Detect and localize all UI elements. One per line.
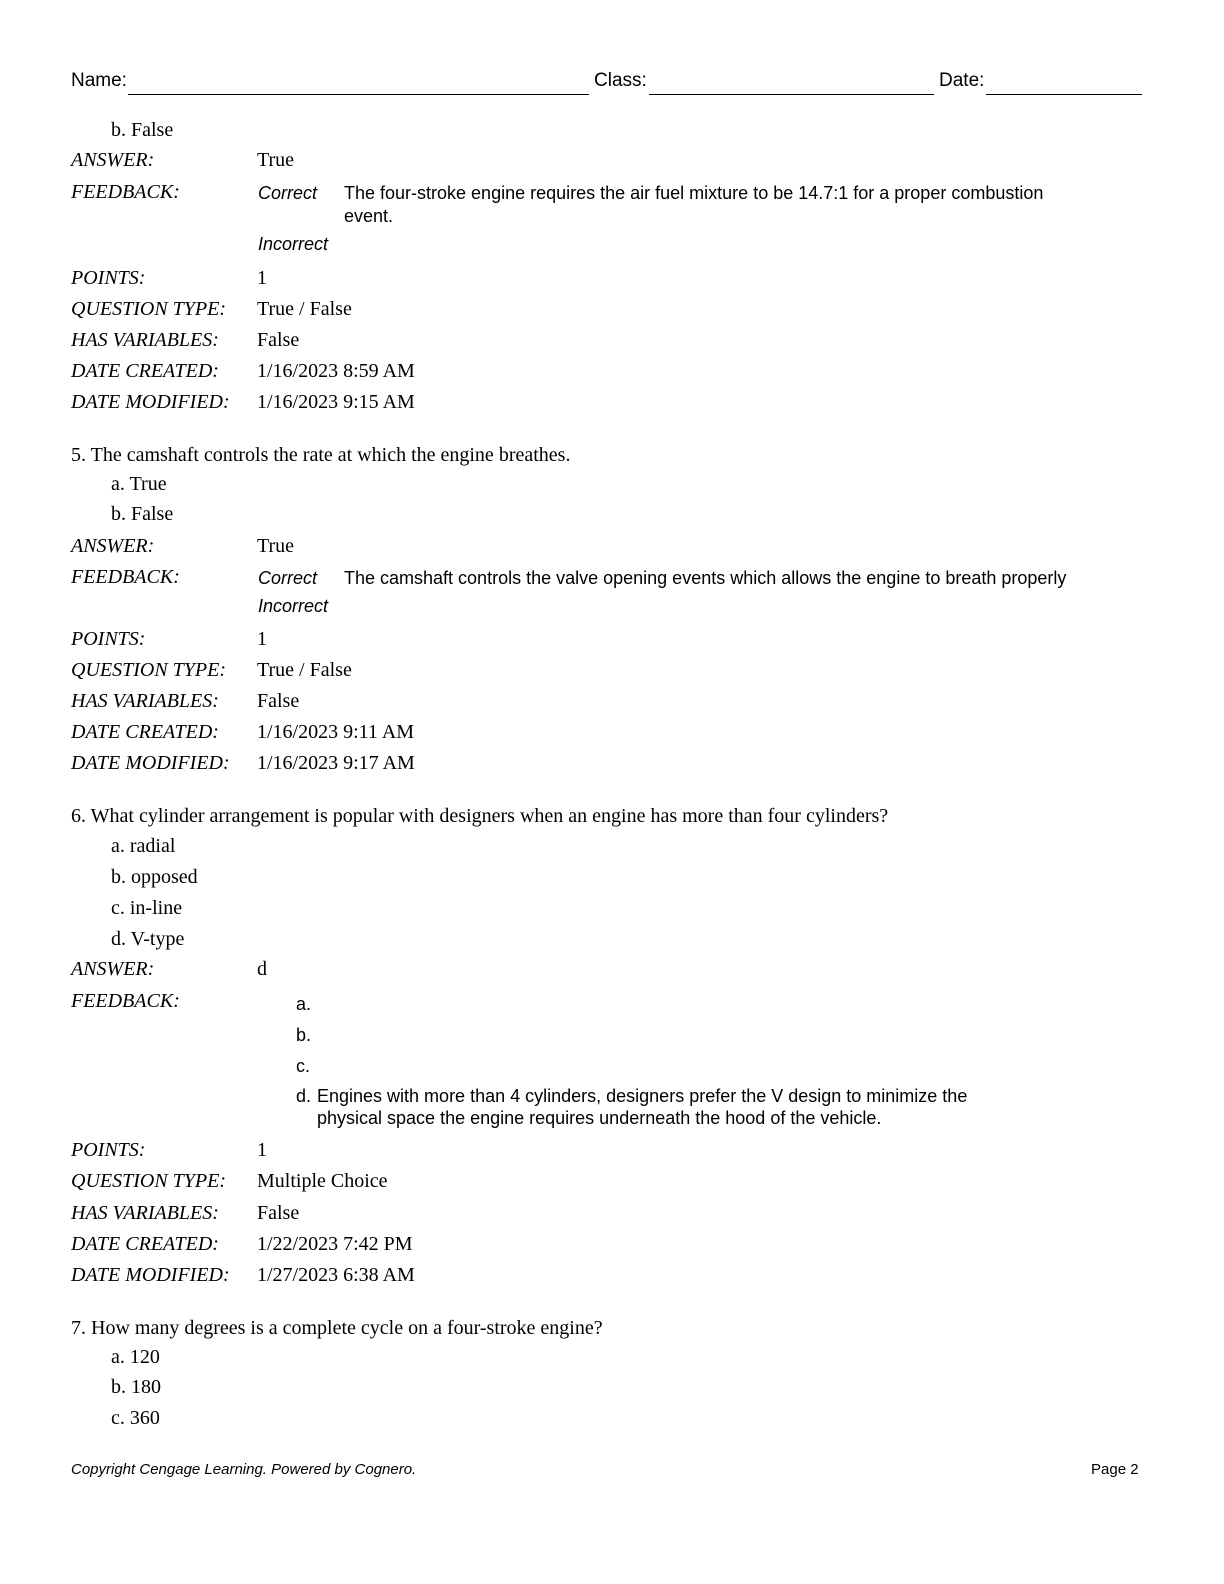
answer-label: ANSWER: xyxy=(71,149,155,171)
feedback-d: d. xyxy=(296,1086,312,1106)
question-type-value: Multiple Choice xyxy=(257,1170,388,1192)
option-a: a. radial xyxy=(111,835,176,857)
option-a: a. 120 xyxy=(111,1346,160,1368)
question-text: 6. What cylinder arrangement is popular with designers when an engine has more than four cylinders? xyxy=(71,805,889,827)
date-created-label: DATE CREATED: xyxy=(71,360,219,382)
date-modified-value: 1/16/2023 9:17 AM xyxy=(257,752,415,774)
has-variables-value: False xyxy=(257,690,300,712)
feedback-d-text-cont: physical space the engine requires underneath the hood of the vehicle. xyxy=(317,1108,882,1128)
date-modified-label: DATE MODIFIED: xyxy=(71,752,230,774)
points-label: POINTS: xyxy=(71,628,146,650)
has-variables-label: HAS VARIABLES: xyxy=(71,690,219,712)
feedback-correct-text: The four-stroke engine requires the air fuel mixture to be 14.7:1 for a proper combustion xyxy=(344,183,1044,203)
date-created-value: 1/22/2023 7:42 PM xyxy=(257,1233,413,1255)
answer-label: ANSWER: xyxy=(71,958,155,980)
feedback-correct-text-cont: event. xyxy=(344,206,394,226)
has-variables-label: HAS VARIABLES: xyxy=(71,329,219,351)
date-created-label: DATE CREATED: xyxy=(71,1233,219,1255)
feedback-label: FEEDBACK: xyxy=(71,181,180,203)
question-type-value: True / False xyxy=(257,298,352,320)
question-type-value: True / False xyxy=(257,659,352,681)
question-text: 5. The camshaft controls the rate at which the engine breathes. xyxy=(71,444,571,466)
feedback-incorrect-tag: Incorrect xyxy=(258,234,329,254)
answer-value: True xyxy=(257,535,295,557)
feedback-b: b. xyxy=(296,1025,312,1045)
class-label: Class: xyxy=(594,70,647,91)
class-field[interactable] xyxy=(649,94,934,95)
option-b: b. 180 xyxy=(111,1376,161,1398)
option-b: b. False xyxy=(111,503,174,525)
has-variables-value: False xyxy=(257,1202,300,1224)
option-b: b. False xyxy=(111,119,174,141)
copyright-footer: Copyright Cengage Learning. Powered by Cognero. xyxy=(71,1461,417,1478)
option-c: c. in-line xyxy=(111,897,183,919)
option-c: c. 360 xyxy=(111,1407,160,1429)
answer-label: ANSWER: xyxy=(71,535,155,557)
option-b: b. opposed xyxy=(111,866,198,888)
name-field[interactable] xyxy=(128,94,589,95)
answer-value: True xyxy=(257,149,295,171)
feedback-incorrect-tag: Incorrect xyxy=(258,596,329,616)
feedback-label: FEEDBACK: xyxy=(71,566,180,588)
option-a: a. True xyxy=(111,473,167,495)
points-label: POINTS: xyxy=(71,1139,146,1161)
page-number: Page 2 xyxy=(1091,1461,1139,1478)
date-modified-value: 1/16/2023 9:15 AM xyxy=(257,391,415,413)
has-variables-value: False xyxy=(257,329,300,351)
feedback-a: a. xyxy=(296,994,312,1014)
feedback-correct-tag: Correct xyxy=(258,183,318,203)
points-value: 1 xyxy=(257,628,267,650)
feedback-d-text: Engines with more than 4 cylinders, designers prefer the V design to minimize the xyxy=(317,1086,968,1106)
question-type-label: QUESTION TYPE: xyxy=(71,298,227,320)
date-created-value: 1/16/2023 8:59 AM xyxy=(257,360,415,382)
date-modified-label: DATE MODIFIED: xyxy=(71,391,230,413)
date-created-label: DATE CREATED: xyxy=(71,721,219,743)
points-value: 1 xyxy=(257,1139,267,1161)
has-variables-label: HAS VARIABLES: xyxy=(71,1202,219,1224)
feedback-label: FEEDBACK: xyxy=(71,990,180,1012)
date-label: Date: xyxy=(939,70,985,91)
question-text: 7. How many degrees is a complete cycle on a four-stroke engine? xyxy=(71,1317,603,1339)
feedback-c: c. xyxy=(296,1056,311,1076)
question-type-label: QUESTION TYPE: xyxy=(71,1170,227,1192)
points-label: POINTS: xyxy=(71,267,146,289)
feedback-correct-tag: Correct xyxy=(258,568,318,588)
points-value: 1 xyxy=(257,267,267,289)
option-d: d. V-type xyxy=(111,928,185,950)
date-field[interactable] xyxy=(986,94,1142,95)
feedback-correct-text: The camshaft controls the valve opening events which allows the engine to breath properly xyxy=(344,568,1067,588)
date-modified-label: DATE MODIFIED: xyxy=(71,1264,230,1286)
answer-value: d xyxy=(257,958,267,980)
question-type-label: QUESTION TYPE: xyxy=(71,659,227,681)
date-modified-value: 1/27/2023 6:38 AM xyxy=(257,1264,415,1286)
date-created-value: 1/16/2023 9:11 AM xyxy=(257,721,415,743)
name-label: Name: xyxy=(71,70,127,91)
